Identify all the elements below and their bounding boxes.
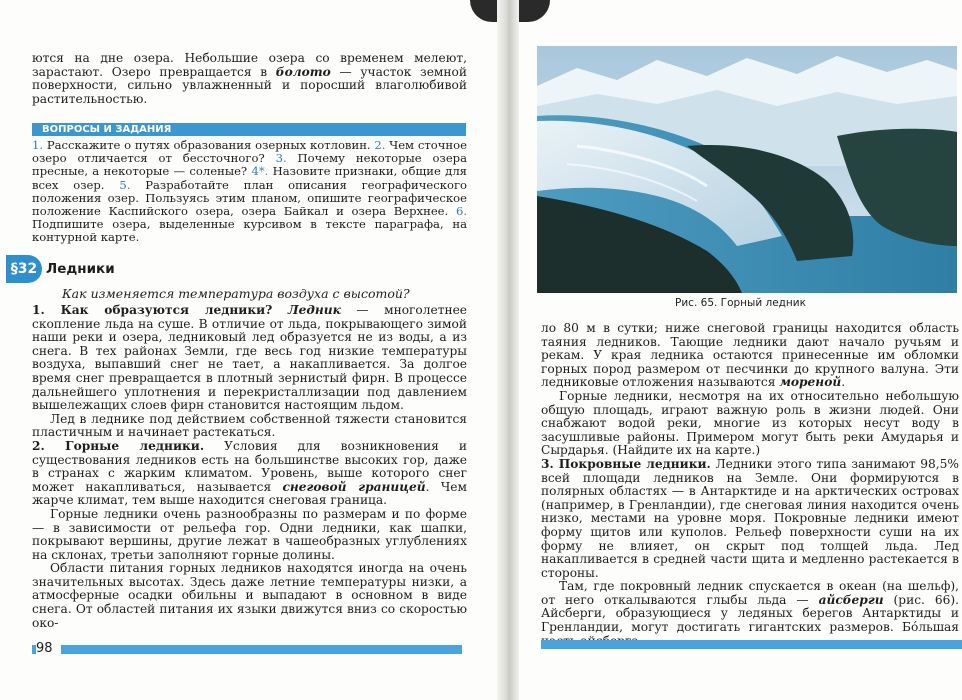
glacier-photo (537, 46, 957, 293)
question-text: Почему некоторые озера пресные, а некоторые — соленые? (32, 151, 468, 179)
right-text (541, 322, 959, 648)
question-text: Разработайте план описания географического положения озер. Пользуясь этим планом, опишите географическое положение Каспийского озера, озера Байкал и озера Верхнее. (32, 177, 468, 219)
section-3-p2-end: (рис. 66). Айсберги, образующиеся у ледяных берегов Антарктиды и Гренландии, могут достигать гигантских размеров. Бóльшая (541, 592, 960, 635)
question-number: 2. (374, 138, 386, 152)
bottom-band-right (541, 640, 962, 649)
question-number: 5. (119, 177, 131, 192)
section-text (32, 304, 467, 630)
paragraph-badge: §32 (6, 255, 42, 283)
question-text: Назовите признаки, общие для всех озер. (32, 164, 467, 192)
section-3 (541, 458, 959, 580)
lead-question: Как изменяется температура воздуха с высотой? (62, 286, 410, 301)
section-3-p2 (541, 580, 959, 648)
intro-paragraph: ются на дне озера. Небольшие озера со временем мелеют, зарастают. Озеро превращается в болото — участок земной поверхности, сильно увлажненный и поросший влаголюбивой растительностью. (32, 51, 467, 106)
section-1-p2: Лед в леднике под действием собственной тяжести становится пластичным и начинает растекаться. (32, 411, 467, 440)
section-2 (32, 440, 467, 508)
question-text: Расскажите о путях образования озерных котловин. (46, 138, 371, 152)
book-gutter (497, 0, 519, 700)
right-p1-text: ло 80 м в сутки; ниже снеговой границы находится область таяния ледников. Тающие ледники дают начало ручьям и рекам. У края ледника остаются принесенные им обломки горных пород размером от песчинки до крупного валуна. Эти ледниковые отложения называются (541, 321, 959, 390)
section-1-text: — многолетнее скопление льда на суше. В отличие от льда, покрывающего зимой наши реки и озера, ледниковый лед образуется не из воды, а из снега. В тех районах Земли, где весь год низкие температуры воздуха, выпавший снег не тает, а накапливается. За долгое время снег превращается в плотный зернистый фирн. В процессе дальнейшего уплотнения и перекристаллизации под давлением вышележащих слоев фирн становится настоящим льдом. (32, 303, 468, 413)
term-bog: болото (275, 64, 331, 79)
intro-text (32, 52, 467, 106)
questions-list (32, 139, 467, 245)
page-number: 98 (36, 641, 61, 656)
section-3-heading: 3. Покровные ледники. (541, 456, 711, 471)
section-2-text: Условия для возникновения и существования ледников есть на большинстве высоких гор, даже в странах с жарким климатом. Уровень, выше которого снег может накапливаться, называется (32, 438, 467, 494)
right-p1: ло 80 м в сутки; ниже снеговой границы находится область таяния ледников. Тающие ледники дают начало ручьям и рекам. У края ледника остаются принесенные им обломки горных пород размером от песчинки до крупного валуна. Эти ледниковые отложения называются мореной. (541, 321, 959, 390)
section-2-heading: 2. Горные ледники. (32, 438, 205, 453)
questions-header: ВОПРОСЫ И ЗАДАНИЯ (32, 123, 466, 136)
section-3-p2-text: Там, где покровный ледник спускается в океан (на шельф), от него откалываются глыбы льда — (541, 579, 959, 607)
question-number: 6. (455, 204, 468, 219)
section-2-p2: Горные ледники очень разнообразны по размерам и по форме — в зависимости от рельефа гор. Одни ледники, как шапки, покрывают вершины, другие лежат в чашеобразных углублениях на склонах, третьи заполняют горные долины. (32, 506, 467, 562)
question-number: 4*. (251, 164, 269, 179)
bottom-band-left (32, 645, 462, 654)
glacier-illustration (537, 46, 957, 293)
question-number: 1. (32, 138, 44, 152)
question-text: Чем сточное озеро отличается от бессточного? (32, 138, 467, 166)
question-number: 3. (275, 151, 287, 166)
term-icebergs: айсберги (818, 592, 884, 607)
section-2-text-end: . Чем жарче климат, тем выше находится снеговая граница. (32, 479, 467, 508)
paragraph-title: Ледники (46, 261, 115, 277)
term-snow-line: снеговой границей (282, 479, 426, 494)
right-page (519, 0, 962, 700)
section-3-text: Ледники этого типа занимают 98,5% всей площади ледников на Земле. Они формируются в полярных областях — в Антарктиде и на арктических островах (например, в Гренландии), где снеговая линия находится очень низко, местами на уровне моря. Покровные ледники имеют форму щитов или куполов. Рельеф поверхности суши на их форму не влияет, он скрыт под толщей льда. Лед накапливается в средней части щита и медленно растекается в стороны. (541, 456, 960, 580)
figure-caption: Рис. 65. Горный ледник (675, 297, 806, 309)
term-moraine: мореной (779, 375, 842, 390)
question-text: Подпишите озера, выделенные курсивом в тексте параграфа, на контурной карте. (32, 217, 467, 245)
section-1-heading: 1. Как образуются ледники? (32, 303, 273, 317)
term-lednik: Ледник (287, 303, 341, 317)
right-p2: Горные ледники, несмотря на их относительно небольшую общую площадь, играют важную роль в жизни людей. Они снабжают водой реки, многие из которых несут воду в засушливые районы. Примером могут быть реки Амударья и Сырдарья. (Найдите их на карте.) (541, 388, 959, 458)
section-2-p3: Области питания горных ледников находятся иногда на очень значительных высотах. Здесь даже летние температуры низки, а атмосферные осадки обильны и выпадают в основном в виде снега. От областей питания их языки движутся вниз со скоростью око- (32, 561, 467, 630)
section-1 (32, 304, 467, 413)
